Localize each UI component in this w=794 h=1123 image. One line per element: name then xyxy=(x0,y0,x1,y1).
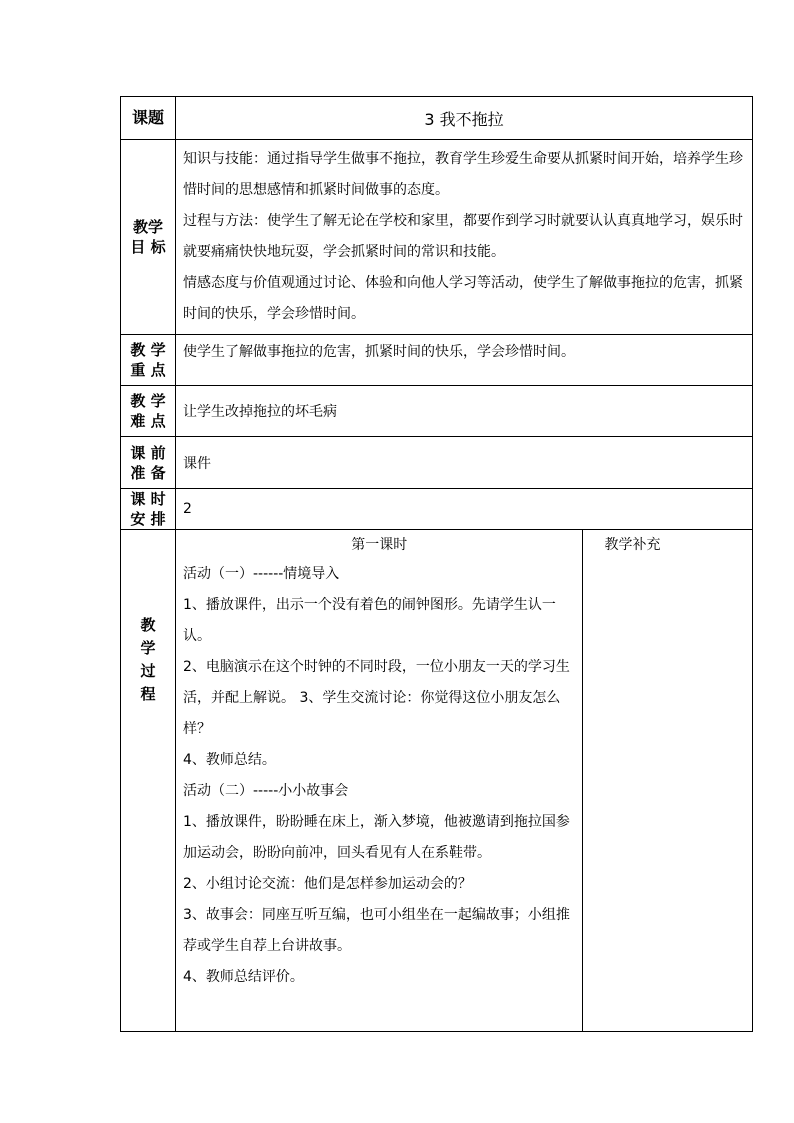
objectives-label-line1: 教学 xyxy=(132,218,163,236)
activity-1-heading: 活动（一）------情境导入 xyxy=(183,566,340,582)
schedule-row xyxy=(121,489,753,530)
lesson-title xyxy=(176,97,753,140)
process-label-char2: 学 xyxy=(140,639,156,657)
objective-emotion: 情感态度与价值观通过讨论、体验和向他人学习等活动，使学生了解做事拖拉的危害，抓紧时间的快乐，学会珍惜时间。 xyxy=(183,275,743,322)
objectives-row xyxy=(121,140,753,335)
key-points-label xyxy=(121,335,176,386)
schedule-content xyxy=(176,489,753,530)
title-row xyxy=(121,97,753,140)
activity-2-step-4: 4、教师总结评价。 xyxy=(183,969,304,985)
preparation-text: 课件 xyxy=(183,455,211,472)
difficulties-label xyxy=(121,386,176,437)
difficulties-label-line1: 教 学 xyxy=(130,392,166,410)
activity-2-step-2: 2、小组讨论交流：他们是怎样参加运动会的？ xyxy=(183,876,472,892)
process-inner-table xyxy=(176,530,752,1031)
key-points-text: 使学生了解做事拖拉的危害，抓紧时间的快乐，学会珍惜时间。 xyxy=(183,344,575,360)
activity-2-step-1: 1、播放课件，盼盼睡在床上，渐入梦境，他被邀请到拖拉国参加运动会，盼盼向前冲，回头看见有人在系鞋带。 xyxy=(183,814,570,861)
key-points-row xyxy=(121,335,753,386)
process-row xyxy=(121,530,753,1032)
lesson-title-text: 3 我不拖拉 xyxy=(424,109,504,129)
objectives-label xyxy=(121,140,176,335)
activity-2-step-3: 3、故事会：同座互听互编，也可小组坐在一起编故事；小组推荐或学生自荐上台讲故事。 xyxy=(183,907,570,954)
process-label-char3: 过 xyxy=(140,662,156,680)
supplement-column xyxy=(582,530,752,1031)
difficulties-label-line2: 难 点 xyxy=(130,412,166,430)
difficulties-row xyxy=(121,386,753,437)
preparation-row xyxy=(121,437,753,489)
process-label xyxy=(121,530,176,1032)
supplement-header: 教学补充 xyxy=(604,537,661,553)
key-points-content xyxy=(176,335,753,386)
activity-1-step-4: 4、教师总结。 xyxy=(183,752,276,768)
schedule-label-line1: 课 时 xyxy=(130,490,166,508)
lesson-plan-table xyxy=(120,96,753,1032)
activity-1-step-2-3: 2、电脑演示在这个时钟的不同时段，一位小朋友一天的学习生活，并配上解说。 3、学生交流讨论：你觉得这位小朋友怎么样？ xyxy=(183,659,570,737)
title-label-text: 课题 xyxy=(131,108,164,127)
key-points-label-line1: 教 学 xyxy=(130,341,166,359)
difficulties-content xyxy=(176,386,753,437)
objectives-content xyxy=(176,140,753,335)
process-label-char1: 教 xyxy=(140,616,156,634)
difficulties-text: 让学生改掉拖拉的坏毛病 xyxy=(183,404,337,420)
period-title: 第一课时 xyxy=(351,537,408,553)
objectives-label-line2: 目 标 xyxy=(130,238,166,256)
schedule-text: 2 xyxy=(183,501,192,517)
title-label xyxy=(121,97,176,140)
activity-2-heading: 活动（二）-----小小故事会 xyxy=(183,783,349,799)
schedule-label-line2: 安 排 xyxy=(130,510,166,528)
preparation-label xyxy=(121,437,176,489)
process-steps-column xyxy=(176,530,582,1031)
objective-knowledge: 知识与技能：通过指导学生做事不拖拉，教育学生珍爱生命要从抓紧时间开始，培养学生珍惜时间的思想感情和抓紧时间做事的态度。 xyxy=(183,151,743,198)
preparation-content xyxy=(176,437,753,489)
process-content xyxy=(176,530,753,1032)
key-points-label-line2: 重 点 xyxy=(130,361,166,379)
preparation-label-line2: 准 备 xyxy=(130,463,166,482)
process-label-char4: 程 xyxy=(140,685,156,703)
preparation-label-line1: 课 前 xyxy=(130,443,166,462)
activity-1-step-1: 1、播放课件，出示一个没有着色的闹钟图形。先请学生认一认。 xyxy=(183,597,556,644)
schedule-label xyxy=(121,489,176,530)
objective-process: 过程与方法：使学生了解无论在学校和家里，都要作到学习时就要认认真真地学习，娱乐时就要痛痛快快地玩耍，学会抓紧时间的常识和技能。 xyxy=(183,213,743,260)
